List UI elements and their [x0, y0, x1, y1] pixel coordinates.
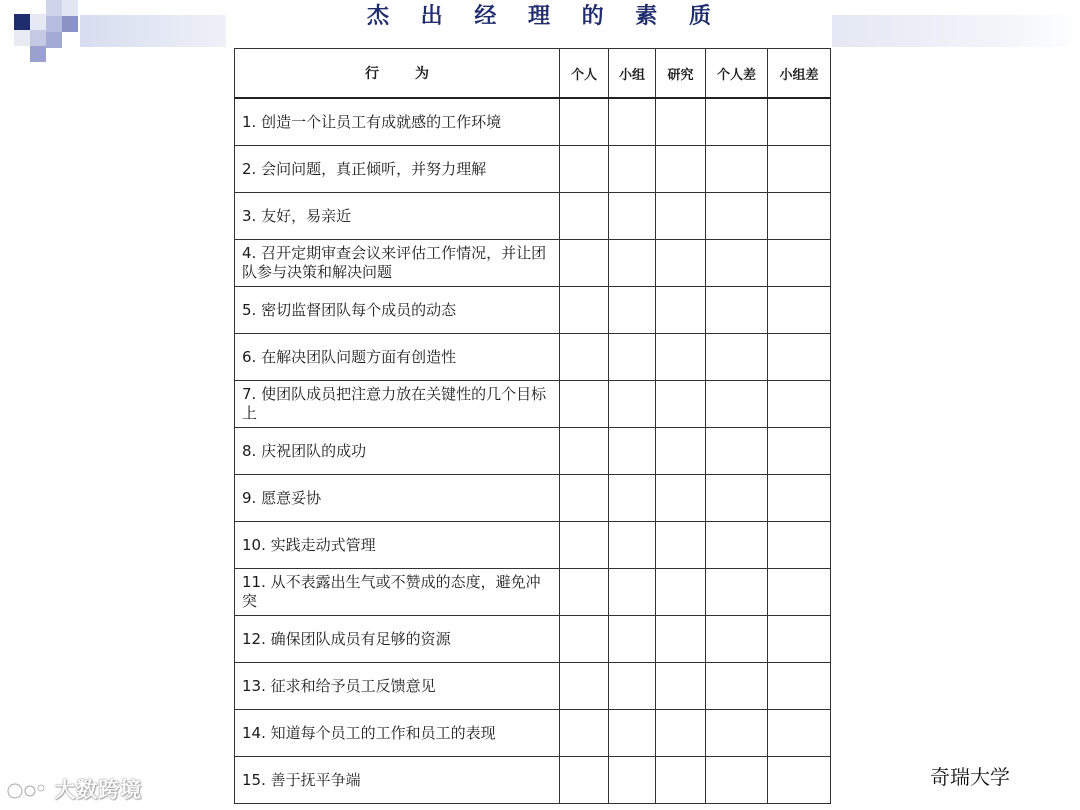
research-cell [656, 240, 706, 287]
group-cell [609, 522, 656, 569]
university-label: 奇瑞大学 [930, 765, 1010, 789]
individual-diff-cell [706, 381, 768, 428]
individual-diff-cell [706, 240, 768, 287]
group-cell [609, 663, 656, 710]
qualities-table [234, 48, 831, 804]
individual-diff-cell [706, 569, 768, 616]
behavior-cell: 7. 使团队成员把注意力放在关键性的几个目标上 [235, 381, 560, 428]
table-row [235, 475, 831, 522]
group-diff-cell [768, 98, 831, 146]
group-cell [609, 240, 656, 287]
behavior-cell: 2. 会问问题，真正倾听，并努力理解 [235, 146, 560, 193]
individual-diff-cell [706, 287, 768, 334]
watermark-text: 大数跨境 [54, 778, 143, 802]
research-cell [656, 569, 706, 616]
group-cell [609, 569, 656, 616]
behavior-cell: 5. 密切监督团队每个成员的动态 [235, 287, 560, 334]
behavior-cell: 9. 愿意妥协 [235, 475, 560, 522]
table-header-row [235, 49, 831, 99]
research-cell [656, 146, 706, 193]
group-cell [609, 193, 656, 240]
table-row [235, 240, 831, 287]
individual-cell [560, 757, 609, 804]
research-cell [656, 98, 706, 146]
individual-cell [560, 475, 609, 522]
header-individual-diff: 个人差 [706, 49, 768, 99]
individual-cell [560, 193, 609, 240]
research-cell [656, 522, 706, 569]
individual-diff-cell [706, 428, 768, 475]
group-cell [609, 98, 656, 146]
group-diff-cell [768, 428, 831, 475]
group-cell [609, 475, 656, 522]
individual-diff-cell [706, 146, 768, 193]
behavior-cell: 15. 善于抚平争端 [235, 757, 560, 804]
table-row [235, 710, 831, 757]
table-row [235, 334, 831, 381]
group-diff-cell [768, 287, 831, 334]
research-cell [656, 663, 706, 710]
page-title: 杰 出 经 理 的 素 质 [367, 4, 723, 29]
table-row [235, 381, 831, 428]
header-band-left [80, 15, 226, 47]
group-cell [609, 146, 656, 193]
individual-diff-cell [706, 98, 768, 146]
individual-diff-cell [706, 522, 768, 569]
table-row [235, 663, 831, 710]
group-diff-cell [768, 475, 831, 522]
header-group: 小组 [609, 49, 656, 99]
research-cell [656, 334, 706, 381]
individual-cell [560, 663, 609, 710]
group-cell [609, 334, 656, 381]
research-cell [656, 193, 706, 240]
individual-diff-cell [706, 757, 768, 804]
corner-decoration [0, 0, 90, 70]
individual-diff-cell [706, 475, 768, 522]
individual-cell [560, 240, 609, 287]
group-cell [609, 287, 656, 334]
behavior-cell: 10. 实践走动式管理 [235, 522, 560, 569]
individual-cell [560, 98, 609, 146]
individual-cell [560, 710, 609, 757]
group-diff-cell [768, 193, 831, 240]
behavior-cell: 12. 确保团队成员有足够的资源 [235, 616, 560, 663]
group-diff-cell [768, 710, 831, 757]
table-row [235, 146, 831, 193]
behavior-cell: 6. 在解决团队问题方面有创造性 [235, 334, 560, 381]
behavior-cell: 8. 庆祝团队的成功 [235, 428, 560, 475]
header-group-diff: 小组差 [768, 49, 831, 99]
brand-logo-icon [6, 780, 46, 802]
watermark [6, 774, 142, 804]
header-band-right [832, 15, 1080, 47]
individual-diff-cell [706, 193, 768, 240]
group-diff-cell [768, 569, 831, 616]
table-row [235, 569, 831, 616]
group-cell [609, 381, 656, 428]
table-row [235, 757, 831, 804]
individual-cell [560, 616, 609, 663]
research-cell [656, 428, 706, 475]
individual-cell [560, 287, 609, 334]
individual-cell [560, 522, 609, 569]
table-row [235, 193, 831, 240]
research-cell [656, 616, 706, 663]
behavior-cell: 1. 创造一个让员工有成就感的工作环境 [235, 98, 560, 146]
group-diff-cell [768, 522, 831, 569]
table-row [235, 522, 831, 569]
research-cell [656, 757, 706, 804]
behavior-cell: 14. 知道每个员工的工作和员工的表现 [235, 710, 560, 757]
group-cell [609, 428, 656, 475]
individual-cell [560, 428, 609, 475]
group-diff-cell [768, 240, 831, 287]
group-cell [609, 710, 656, 757]
table-row [235, 98, 831, 146]
individual-diff-cell [706, 663, 768, 710]
table-row [235, 616, 831, 663]
individual-cell [560, 146, 609, 193]
behavior-cell: 4. 召开定期审查会议来评估工作情况，并让团队参与决策和解决问题 [235, 240, 560, 287]
behavior-cell: 13. 征求和给予员工反馈意见 [235, 663, 560, 710]
group-diff-cell [768, 757, 831, 804]
individual-diff-cell [706, 616, 768, 663]
group-diff-cell [768, 146, 831, 193]
group-cell [609, 757, 656, 804]
table-row [235, 287, 831, 334]
individual-cell [560, 381, 609, 428]
table-row [235, 428, 831, 475]
research-cell [656, 381, 706, 428]
individual-cell [560, 569, 609, 616]
research-cell [656, 710, 706, 757]
header-research: 研究 [656, 49, 706, 99]
behavior-cell: 3. 友好，易亲近 [235, 193, 560, 240]
group-diff-cell [768, 616, 831, 663]
header-individual: 个人 [560, 49, 609, 99]
individual-cell [560, 334, 609, 381]
group-cell [609, 616, 656, 663]
behavior-cell: 11. 从不表露出生气或不赞成的态度，避免冲突 [235, 569, 560, 616]
group-diff-cell [768, 663, 831, 710]
individual-diff-cell [706, 710, 768, 757]
header-behavior: 行为 [235, 49, 560, 99]
individual-diff-cell [706, 334, 768, 381]
group-diff-cell [768, 381, 831, 428]
research-cell [656, 287, 706, 334]
group-diff-cell [768, 334, 831, 381]
research-cell [656, 475, 706, 522]
